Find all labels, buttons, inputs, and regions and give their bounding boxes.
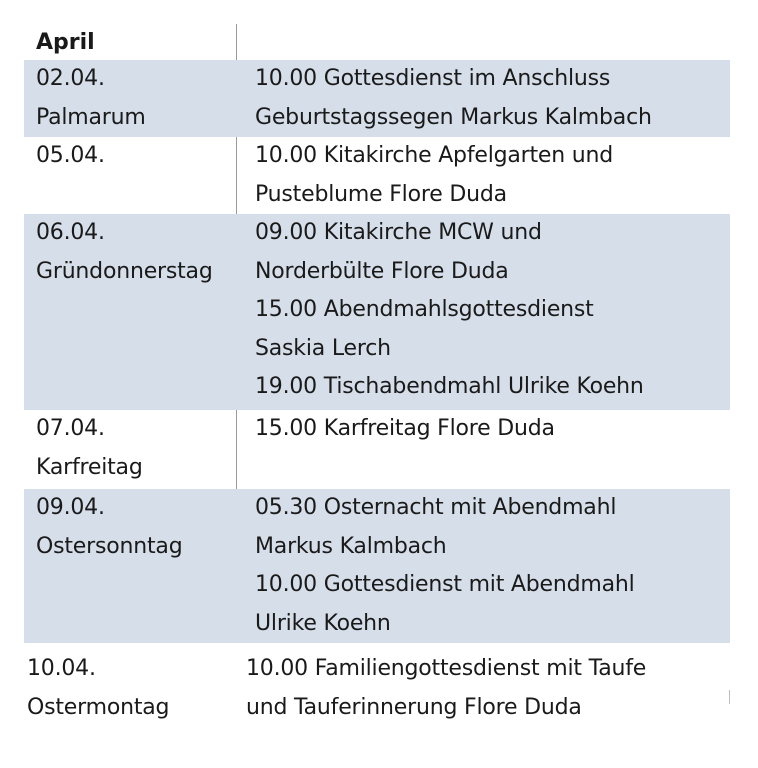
event-line: 10.00 Gottesdienst im Anschluss (255, 66, 611, 91)
month-heading: April (36, 30, 95, 55)
date-line: 09.04. (36, 495, 105, 520)
event-line: Geburtstagssegen Markus Kalmbach (255, 104, 652, 130)
date-line: 06.04. (36, 220, 105, 245)
event-line: Ulrike Koehn (255, 610, 391, 636)
schedule-row (24, 137, 730, 214)
event-line: 10.00 Kitakirche Apfelgarten und (255, 143, 614, 168)
day-name-line: Palmarum (36, 104, 146, 130)
day-name-line: Ostermontag (27, 694, 170, 720)
schedule-row (24, 643, 730, 728)
event-line: und Tauferinnerung Flore Duda (246, 694, 582, 720)
row-events (255, 60, 652, 137)
event-line: 05.30 Osternacht mit Abendmahl (255, 495, 617, 520)
day-name-line: Ostersonntag (36, 533, 183, 559)
edge-mark (729, 690, 730, 704)
row-date (36, 137, 105, 176)
event-line: 15.00 Abendmahlsgottesdienst (255, 297, 594, 323)
day-name-line: Gründonnerstag (36, 258, 213, 284)
date-line: 05.04. (36, 143, 105, 168)
event-line: Markus Kalmbach (255, 533, 447, 559)
day-name-line: Karfreitag (36, 454, 143, 480)
row-date (36, 60, 146, 137)
row-date (36, 489, 182, 566)
row-events (255, 214, 644, 407)
date-line: 10.04. (27, 656, 96, 681)
schedule-row (24, 214, 730, 410)
schedule-row (24, 489, 730, 643)
row-events (246, 650, 646, 727)
row-events (255, 137, 613, 214)
row-events (255, 410, 555, 449)
event-line: 10.00 Gottesdienst mit Abendmahl (255, 572, 635, 598)
event-line: 10.00 Familiengottesdienst mit Taufe (246, 656, 647, 681)
row-date (36, 214, 213, 291)
event-line: Saskia Lerch (255, 335, 391, 361)
event-line: 09.00 Kitakirche MCW und (255, 220, 542, 245)
row-date (27, 650, 169, 727)
row-events (255, 489, 635, 643)
row-date (36, 410, 143, 487)
schedule-row (24, 60, 730, 137)
event-line: 15.00 Karfreitag Flore Duda (255, 416, 555, 441)
event-line: Norderbülte Flore Duda (255, 258, 509, 284)
date-line: 07.04. (36, 416, 105, 441)
schedule-row (24, 410, 730, 489)
date-line: 02.04. (36, 66, 105, 91)
event-line: Pusteblume Flore Duda (255, 181, 507, 207)
event-line: 19.00 Tischabendmahl Ulrike Koehn (255, 374, 644, 400)
